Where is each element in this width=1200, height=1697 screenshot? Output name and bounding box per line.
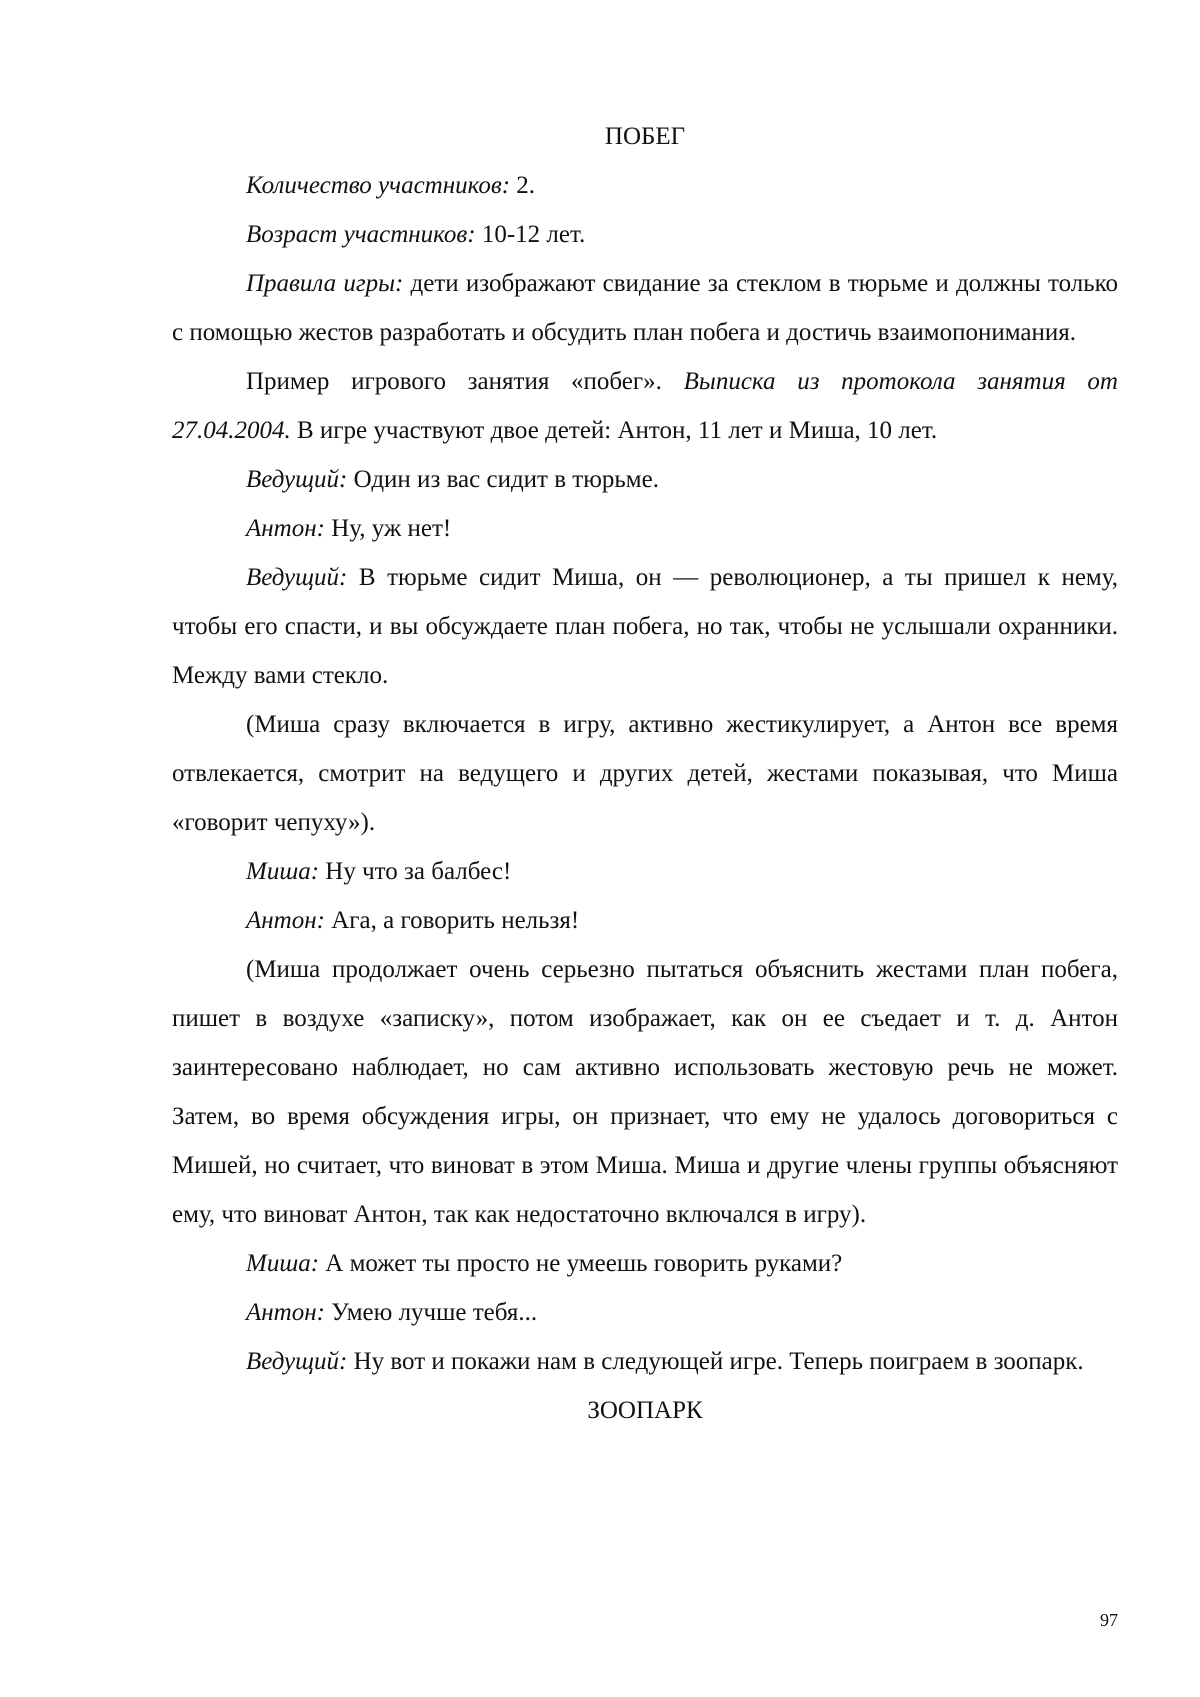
- speaker-name: Миша:: [246, 858, 320, 885]
- dialogue-text: Умею лучше тебя...: [324, 1299, 538, 1326]
- dialogue-line: [172, 1288, 1118, 1337]
- paragraph-lead: Возраст участников:: [246, 221, 476, 248]
- dialogue-text: Ага, а говорить нельзя!: [324, 907, 580, 934]
- dialogue-line: [172, 504, 1118, 553]
- dialogue-line: [172, 553, 1118, 700]
- paragraph-game-rules: [172, 259, 1118, 357]
- section-title-zoo: ЗООПАРК: [587, 1397, 703, 1424]
- dialogue-text: А может ты просто не умеешь говорить руками?: [319, 1250, 843, 1277]
- dialogue-line: [172, 1239, 1118, 1288]
- speaker-name: Ведущий:: [246, 564, 348, 591]
- paragraph-example-intro: [172, 357, 1118, 455]
- paragraph-lead: Правила игры:: [246, 270, 404, 297]
- dialogue-text: В тюрьме сидит Миша, он — революционер, а ты пришел к нему, чтобы его спасти, и вы обсуждаете план побега, но так, чтобы не услышали охранники. Между вами стекло.: [172, 564, 1118, 689]
- speaker-name: Миша:: [246, 1250, 320, 1277]
- stage-remark: [172, 700, 1118, 847]
- section-title-escape: ПОБЕГ: [604, 123, 686, 150]
- speaker-name: Ведущий:: [246, 1348, 348, 1375]
- dialogue-text: Ну вот и покажи нам в следующей игре. Теперь поиграем в зоопарк.: [347, 1348, 1084, 1375]
- dialogue-line: [172, 847, 1118, 896]
- paragraph-participants-age: [172, 210, 1118, 259]
- dialogue-line: [172, 1337, 1118, 1386]
- dialogue-line: [172, 455, 1118, 504]
- paragraph-lead: Количество участников:: [246, 172, 511, 199]
- paragraph-text: Пример игрового занятия «побег».: [246, 368, 684, 395]
- speaker-name: Антон:: [246, 1299, 325, 1326]
- paragraph-text-after: В игре участвуют двое детей: Антон, 11 лет и Миша, 10 лет.: [290, 417, 938, 444]
- dialogue-text: Ну что за балбес!: [319, 858, 512, 885]
- remark-text: (Миша продолжает очень серьезно пытаться объяснить жестами план побега, пишет в воздухе «записку», потом изображает, как он ее съедает и т. д. Антон заинтересовано наблюдает, но сам активно использовать жестовую речь не может. Затем, во время обсуждения игры, он признает, что ему не удалось договориться с Мишей, но считает, что виноват в этом Миша. Миша и другие члены группы объясняют ему, что виноват Антон, так как недостаточно включался в игру).: [172, 956, 1118, 1228]
- paragraph-italic-tail: Выписка из протокола занятия от 27.04.2004.: [172, 368, 1118, 444]
- paragraph-text: дети изображают свидание за стеклом в тюрьме и должны только с помощью жестов разработать и обсудить план побега и достичь взаимопонимания.: [172, 270, 1118, 346]
- speaker-name: Антон:: [246, 515, 325, 542]
- page-number: 97: [1100, 1610, 1118, 1630]
- dialogue-text: Ну, уж нет!: [324, 515, 452, 542]
- stage-remark: [172, 945, 1118, 1239]
- speaker-name: Ведущий:: [246, 466, 348, 493]
- remark-text: (Миша сразу включается в игру, активно жестикулирует, а Антон все время отвлекается, смотрит на ведущего и других детей, жестами показывая, что Миша «говорит чепуху»).: [172, 711, 1118, 836]
- page-content: [172, 112, 1118, 1435]
- paragraph-text: 10-12 лет.: [475, 221, 586, 248]
- paragraph-participants-count: [172, 161, 1118, 210]
- dialogue-line: [172, 896, 1118, 945]
- dialogue-text: Один из вас сидит в тюрьме.: [347, 466, 659, 493]
- speaker-name: Антон:: [246, 907, 325, 934]
- paragraph-text: 2.: [510, 172, 536, 199]
